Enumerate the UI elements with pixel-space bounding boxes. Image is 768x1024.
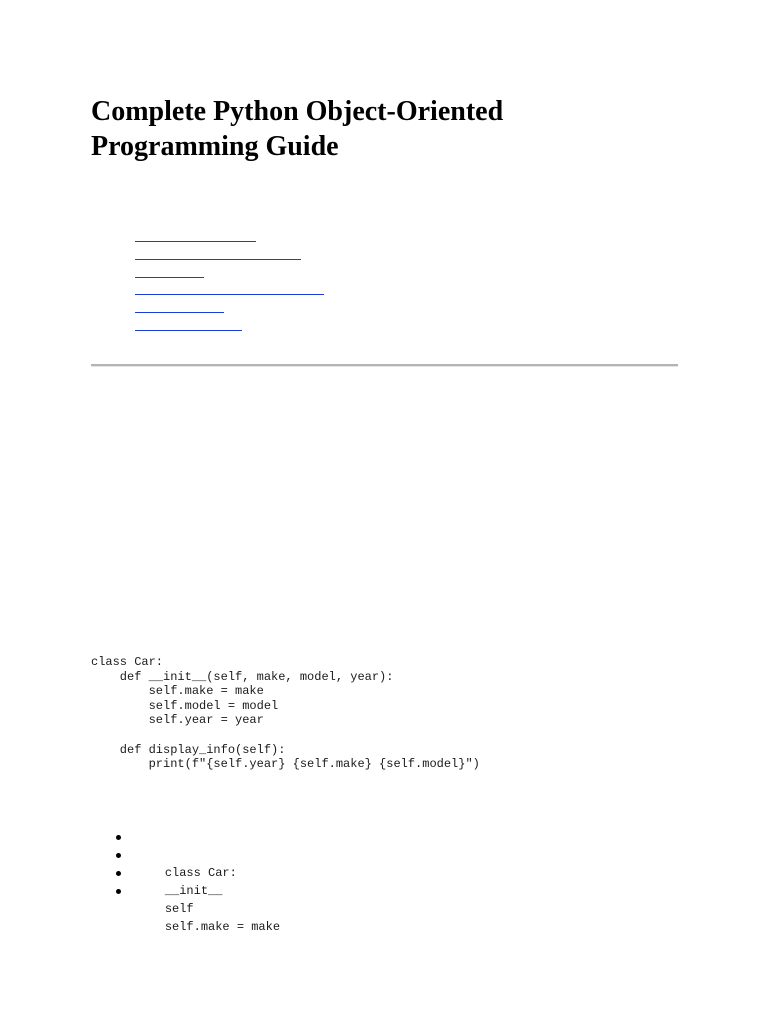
toc-link-2[interactable] — [135, 259, 301, 260]
toc-link-5[interactable] — [135, 312, 224, 313]
bullet-icon — [116, 889, 121, 894]
list-item-text: class Car: — [164, 866, 237, 880]
list-item — [136, 828, 280, 880]
bullet-icon — [116, 871, 121, 876]
toc-link-1[interactable] — [135, 241, 256, 242]
toc-link-3[interactable] — [135, 277, 204, 278]
horizontal-rule — [91, 364, 678, 367]
list-item-text: self — [164, 902, 194, 916]
list-item-text: __init__ — [164, 884, 223, 898]
bullet-icon — [116, 853, 121, 858]
code-block: class Car: def __init__(self, make, model, year): self.make = make self.model = model self.year = year def display_info(self): print(f"{self.year} {self.make} {self.model}") — [91, 655, 480, 772]
bullet-icon — [116, 835, 121, 840]
page-title: Complete Python Object-Oriented Programming Guide — [91, 96, 504, 162]
list-item-text: self.make = make — [164, 920, 281, 934]
bullet-list — [136, 828, 281, 934]
toc-link-4[interactable] — [135, 294, 324, 295]
toc-link-6[interactable] — [135, 330, 242, 331]
list-item — [136, 882, 281, 934]
